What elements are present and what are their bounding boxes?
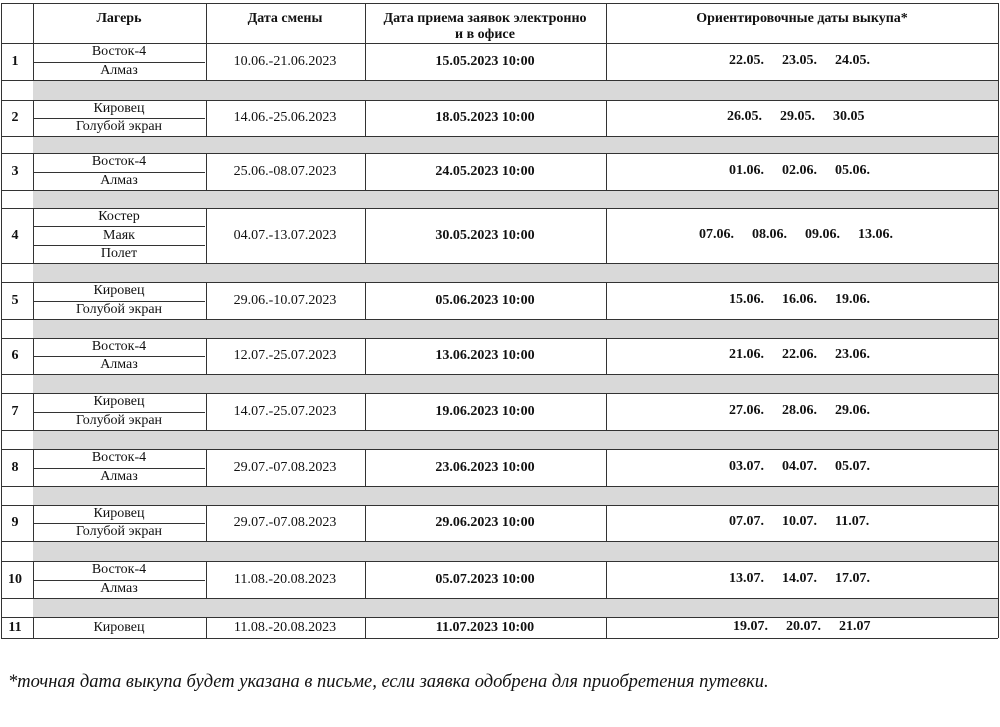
col-border (606, 100, 607, 136)
buyout-date: 28.06. (782, 402, 817, 418)
camp-name: Голубой экран (75, 412, 163, 428)
buyout-date: 21.06. (729, 347, 764, 362)
col-border (1, 561, 2, 598)
col-border (206, 100, 207, 136)
row-border (1, 393, 998, 394)
shift-dates: 10.06.-21.06.2023 (233, 53, 337, 69)
camp-name: Полет (100, 245, 138, 261)
col-border (365, 505, 366, 541)
spacer-band (33, 136, 998, 153)
col-border (998, 282, 999, 319)
edge-border (1, 80, 2, 100)
apply-date: 23.06.2023 10:00 (435, 459, 535, 475)
camp-name: Восток-4 (91, 154, 147, 170)
col-border (606, 505, 607, 541)
buyout-date: 02.06. (782, 162, 817, 178)
buyout-date: 19.06. (835, 291, 870, 307)
row-border (1, 3, 998, 4)
col-border (206, 338, 207, 374)
buyout-date: 17.07. (835, 570, 870, 586)
edge-border (1, 541, 2, 561)
edge-border (998, 430, 999, 449)
camp-name: Кировец (93, 283, 145, 299)
col-border (998, 617, 999, 638)
row-number: 11 (8, 619, 22, 635)
buyout-date: 09.06. (805, 226, 840, 242)
buyout-date: 07.07. (729, 514, 764, 529)
row-number: 9 (11, 515, 19, 530)
col-border (365, 100, 366, 136)
col-border (1, 617, 2, 638)
row-number: 10 (8, 571, 22, 587)
col-border (33, 153, 34, 190)
edge-border (998, 190, 999, 208)
spacer-band (33, 598, 998, 617)
row-border (1, 190, 998, 191)
buyout-date: 03.07. (729, 458, 764, 474)
edge-border (998, 486, 999, 505)
edge-border (998, 319, 999, 338)
camp-name: Кировец (93, 394, 145, 410)
col-border (1, 43, 2, 80)
camp-name: Алмаз (100, 580, 138, 596)
col-border (998, 561, 999, 598)
col-border (206, 3, 207, 43)
col-border (206, 617, 207, 638)
camp-divider (33, 226, 205, 227)
col-border (206, 449, 207, 486)
camp-name: Восток-4 (91, 562, 147, 578)
buyout-date: 04.07. (782, 458, 817, 474)
apply-date: 19.06.2023 10:00 (435, 403, 535, 419)
camp-name: Восток-4 (91, 44, 147, 60)
camp-divider (33, 580, 205, 581)
col-border (998, 393, 999, 430)
camp-name: Костер (98, 209, 140, 225)
row-border (1, 136, 998, 137)
shift-dates: 04.07.-13.07.2023 (233, 227, 337, 243)
row-border (1, 282, 998, 283)
buyout-date: 22.06. (782, 347, 817, 362)
shift-dates: 14.06.-25.06.2023 (233, 110, 337, 125)
header-buyout: Ориентировочные даты выкупа* (696, 11, 908, 26)
buyout-date: 10.07. (782, 514, 817, 529)
col-border (606, 153, 607, 190)
edge-border (1, 486, 2, 505)
row-border (1, 319, 998, 320)
row-border (1, 638, 998, 639)
col-border (606, 449, 607, 486)
camp-name: Кировец (93, 101, 145, 116)
spacer-band (33, 80, 998, 100)
buyout-date: 23.05. (782, 52, 817, 68)
camp-name: Голубой экран (75, 524, 163, 539)
camp-divider (33, 468, 205, 469)
col-border (998, 505, 999, 541)
buyout-dates (729, 571, 888, 587)
header-apply-line1: Дата приема заявок электронно (383, 11, 587, 26)
edge-border (1, 136, 2, 153)
apply-date: 29.06.2023 10:00 (435, 515, 535, 530)
row-border (1, 505, 998, 506)
camp-divider (33, 412, 205, 413)
col-border (33, 43, 34, 80)
col-border (365, 153, 366, 190)
col-border (998, 208, 999, 263)
spacer-band (33, 319, 998, 338)
edge-border (998, 136, 999, 153)
buyout-dates (729, 53, 888, 69)
edge-border (998, 263, 999, 282)
header-apply (365, 11, 605, 43)
camp-name: Голубой экран (75, 301, 163, 317)
spacer-band (33, 190, 998, 208)
col-border (606, 208, 607, 263)
apply-date: 13.06.2023 10:00 (435, 348, 535, 363)
col-border (998, 100, 999, 136)
col-border (33, 282, 34, 319)
buyout-dates (727, 109, 883, 125)
buyout-date: 07.06. (699, 226, 734, 242)
buyout-dates (729, 292, 888, 308)
header-apply-line2: и в офисе (455, 27, 515, 42)
col-border (365, 3, 366, 43)
col-border (1, 282, 2, 319)
header-shift: Дата смены (247, 11, 323, 26)
shift-dates: 14.07.-25.07.2023 (233, 403, 337, 419)
col-border (33, 393, 34, 430)
col-border (365, 208, 366, 263)
spacer-band (33, 541, 998, 561)
apply-date: 24.05.2023 10:00 (435, 163, 535, 179)
edge-border (1, 598, 2, 617)
edge-border (1, 430, 2, 449)
col-border (33, 505, 34, 541)
col-border (206, 505, 207, 541)
col-border (33, 338, 34, 374)
buyout-date: 21.07 (839, 618, 871, 634)
buyout-date: 30.05 (833, 109, 865, 124)
buyout-date: 29.05. (780, 109, 815, 124)
edge-border (998, 598, 999, 617)
col-border (1, 505, 2, 541)
col-border (33, 3, 34, 43)
camp-divider (33, 172, 205, 173)
row-number: 4 (11, 227, 19, 243)
camp-name: Алмаз (100, 468, 138, 484)
row-border (1, 80, 998, 81)
camp-divider (33, 523, 205, 524)
buyout-date: 05.06. (835, 162, 870, 178)
buyout-dates (729, 459, 888, 475)
edge-border (1, 374, 2, 393)
buyout-dates (729, 403, 888, 419)
col-border (365, 561, 366, 598)
camp-name: Алмаз (100, 62, 138, 78)
row-border (1, 374, 998, 375)
edge-border (998, 374, 999, 393)
edge-border (1, 263, 2, 282)
footnote: *точная дата выкупа будет указана в письме, если заявка одобрена для приобретения путевки. (8, 672, 769, 692)
col-border (33, 208, 34, 263)
row-border (1, 561, 998, 562)
col-border (206, 282, 207, 319)
row-border (1, 208, 998, 209)
row-number: 8 (11, 459, 19, 475)
buyout-date: 15.06. (729, 291, 764, 307)
camp-name: Алмаз (100, 357, 138, 372)
edge-border (998, 80, 999, 100)
col-border (206, 393, 207, 430)
buyout-date: 24.05. (835, 52, 870, 68)
spacer-band (33, 263, 998, 282)
col-border (998, 43, 999, 80)
col-border (206, 208, 207, 263)
camp-divider (33, 301, 205, 302)
row-border (1, 43, 998, 44)
col-border (365, 43, 366, 80)
camp-divider (33, 62, 205, 63)
edge-border (1, 319, 2, 338)
col-border (606, 43, 607, 80)
buyout-date: 08.06. (752, 226, 787, 242)
edge-border (1, 190, 2, 208)
spacer-band (33, 486, 998, 505)
apply-date: 05.07.2023 10:00 (435, 571, 535, 587)
row-number: 2 (11, 110, 19, 125)
camp-name: Голубой экран (75, 119, 163, 134)
col-border (1, 338, 2, 374)
shift-dates: 11.08.-20.08.2023 (233, 619, 337, 635)
camp-divider (33, 356, 205, 357)
buyout-date: 29.06. (835, 402, 870, 418)
col-border (606, 393, 607, 430)
buyout-date: 22.05. (729, 52, 764, 68)
header-camp: Лагерь (96, 11, 142, 26)
buyout-date: 13.07. (729, 570, 764, 586)
camp-name: Маяк (103, 227, 135, 243)
row-border (1, 338, 998, 339)
camp-divider (33, 245, 205, 246)
buyout-date: 27.06. (729, 402, 764, 418)
shift-dates: 29.07.-07.08.2023 (233, 515, 337, 530)
col-border (365, 449, 366, 486)
col-border (1, 449, 2, 486)
col-border (1, 3, 2, 43)
col-border (33, 100, 34, 136)
spacer-band (33, 430, 998, 449)
row-number: 3 (11, 163, 19, 179)
col-border (998, 3, 999, 43)
col-border (606, 561, 607, 598)
row-border (1, 100, 998, 101)
row-border (1, 541, 998, 542)
row-border (1, 449, 998, 450)
buyout-dates (729, 347, 888, 363)
col-border (33, 617, 34, 638)
edge-border (998, 541, 999, 561)
col-border (606, 617, 607, 638)
col-border (998, 153, 999, 190)
row-border (1, 153, 998, 154)
apply-date: 15.05.2023 10:00 (435, 53, 535, 69)
apply-date: 05.06.2023 10:00 (435, 292, 535, 308)
camp-divider (33, 118, 205, 119)
camp-name: Восток-4 (91, 450, 147, 466)
camp-name: Восток-4 (91, 339, 147, 354)
apply-date: 30.05.2023 10:00 (435, 227, 535, 243)
shift-dates: 11.08.-20.08.2023 (233, 571, 337, 587)
row-border (1, 617, 998, 618)
row-number: 7 (11, 403, 19, 419)
row-number: 5 (11, 292, 19, 308)
shift-dates: 25.06.-08.07.2023 (233, 163, 337, 179)
row-border (1, 430, 998, 431)
col-border (206, 43, 207, 80)
col-border (206, 153, 207, 190)
col-border (606, 3, 607, 43)
shift-dates: 12.07.-25.07.2023 (233, 348, 337, 363)
buyout-dates (729, 163, 888, 179)
spacer-band (33, 374, 998, 393)
col-border (365, 282, 366, 319)
col-border (1, 100, 2, 136)
buyout-date: 26.05. (727, 109, 762, 124)
col-border (33, 449, 34, 486)
col-border (365, 393, 366, 430)
col-border (1, 393, 2, 430)
row-border (1, 486, 998, 487)
col-border (206, 561, 207, 598)
buyout-dates (699, 227, 911, 243)
buyout-date: 23.06. (835, 347, 870, 362)
apply-date: 11.07.2023 10:00 (435, 619, 535, 635)
row-number: 1 (11, 53, 19, 69)
col-border (33, 561, 34, 598)
row-border (1, 598, 998, 599)
shift-dates: 29.06.-10.07.2023 (233, 292, 337, 308)
camp-name: Кировец (93, 506, 145, 521)
col-border (365, 617, 366, 638)
col-border (998, 449, 999, 486)
shift-dates: 29.07.-07.08.2023 (233, 459, 337, 475)
buyout-date: 20.07. (786, 618, 821, 634)
camp-name: Алмаз (100, 172, 138, 188)
col-border (1, 153, 2, 190)
row-number: 6 (11, 348, 19, 363)
buyout-dates (729, 514, 887, 530)
col-border (606, 282, 607, 319)
buyout-date: 13.06. (858, 226, 893, 242)
camp-name: Кировец (93, 619, 145, 635)
buyout-date: 16.06. (782, 291, 817, 307)
apply-date: 18.05.2023 10:00 (435, 110, 535, 125)
col-border (998, 338, 999, 374)
buyout-date: 19.07. (733, 618, 768, 634)
row-border (1, 263, 998, 264)
buyout-date: 05.07. (835, 458, 870, 474)
col-border (606, 338, 607, 374)
buyout-date: 01.06. (729, 162, 764, 178)
col-border (365, 338, 366, 374)
buyout-date: 14.07. (782, 570, 817, 586)
buyout-date: 11.07. (835, 514, 870, 529)
buyout-dates (733, 619, 889, 635)
col-border (1, 208, 2, 263)
